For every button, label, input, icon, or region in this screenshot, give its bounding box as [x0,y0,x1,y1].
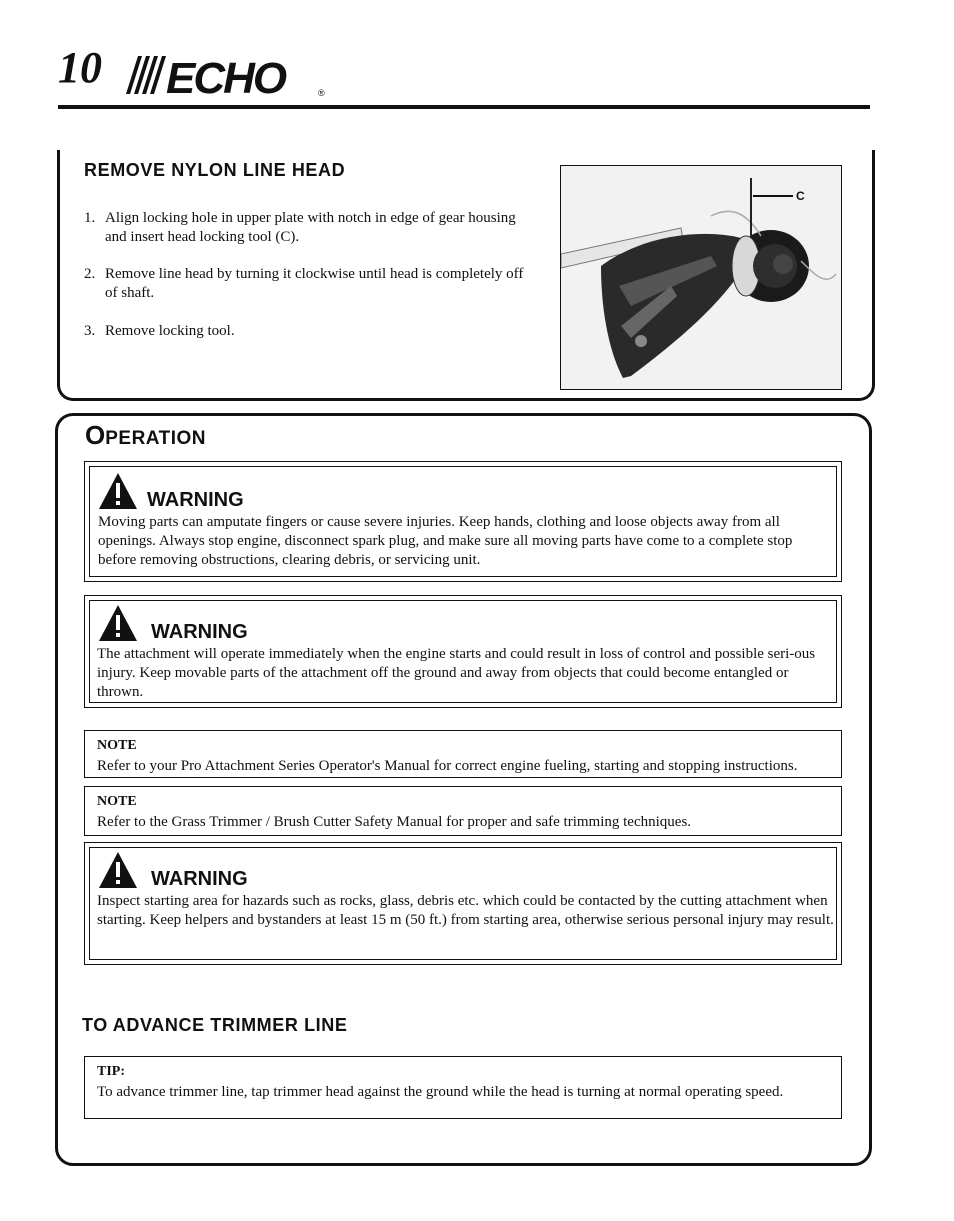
callout-label-c: C [796,189,805,203]
warning-text: Moving parts can amputate fingers or cause severe injuries. Keep hands, clothing and loose objects away from all openings. Always stop engine, disconnect spark plug, and make sure all moving parts have come to a complete stop before removing obstructions, clearing debris, or servicing unit. [98,514,793,568]
step-number: 1. [84,210,96,226]
tip-box [84,1056,842,1119]
remove-line-head-heading: REMOVE NYLON LINE HEAD [84,160,346,180]
tip-text: To advance trimmer line, tap trimmer head against the ground while the head is turning at normal operating speed. [97,1084,784,1100]
advance-line-heading: TO ADVANCE TRIMMER LINE [82,1015,348,1035]
warning-box-2 [84,595,842,708]
warning-text: The attachment will operate immediately when the engine starts and could result in loss of control and possible seri-ous injury. Keep movable parts of the attachment off the ground and away from objects that could become entangled or thrown. [97,646,816,700]
trimmer-head-illustration [561,166,841,389]
note-text: Refer to your Pro Attachment Series Operator's Manual for correct engine fueling, starting and stopping instructions. [97,758,798,774]
trimmer-head-photo [560,165,842,390]
warning-text: Inspect starting area for hazards such as rocks, glass, debris etc. which could be contacted by the cutting attachment when starting. Keep helpers and bystanders at least 15 m (50 ft.) from starting area, otherwise serious personal injury may result. [97,893,834,928]
note-label: NOTE [97,738,137,753]
warning-triangle-icon [98,850,138,890]
step-text: Remove line head by turning it clockwise until head is completely off of shaft. [105,266,524,301]
warning-triangle-icon [98,471,138,511]
operation-heading-rest: PERATION [105,428,206,449]
note-text: Refer to the Grass Trimmer / Brush Cutter Safety Manual for proper and safe trimming techniques. [97,814,692,830]
step-text: Remove locking tool. [105,323,235,339]
note-label: NOTE [97,794,137,809]
note-box-2 [84,786,842,836]
step-2 [84,265,536,303]
echo-logo [122,50,332,98]
page-number: 10 [58,43,102,92]
warning-title: WARNING [151,621,248,643]
note-box-1 [84,730,842,778]
operation-heading [85,420,206,451]
header-rule [58,105,870,109]
step-number: 3. [84,323,96,339]
warning-box-3 [84,842,842,965]
brand-wordmark: ECHO [166,54,286,98]
warning-title: WARNING [151,868,248,890]
step-number: 2. [84,266,96,282]
tip-label: TIP: [97,1064,125,1079]
warning-title: WARNING [147,489,244,511]
operation-heading-cap: O [85,420,106,450]
step-3 [84,322,536,341]
step-1 [84,209,536,247]
step-text: Align locking hole in upper plate with notch in edge of gear housing and insert head locking tool (C). [105,210,516,245]
warning-box-1 [84,461,842,582]
registered-mark: ® [318,88,325,98]
warning-triangle-icon [98,603,138,643]
